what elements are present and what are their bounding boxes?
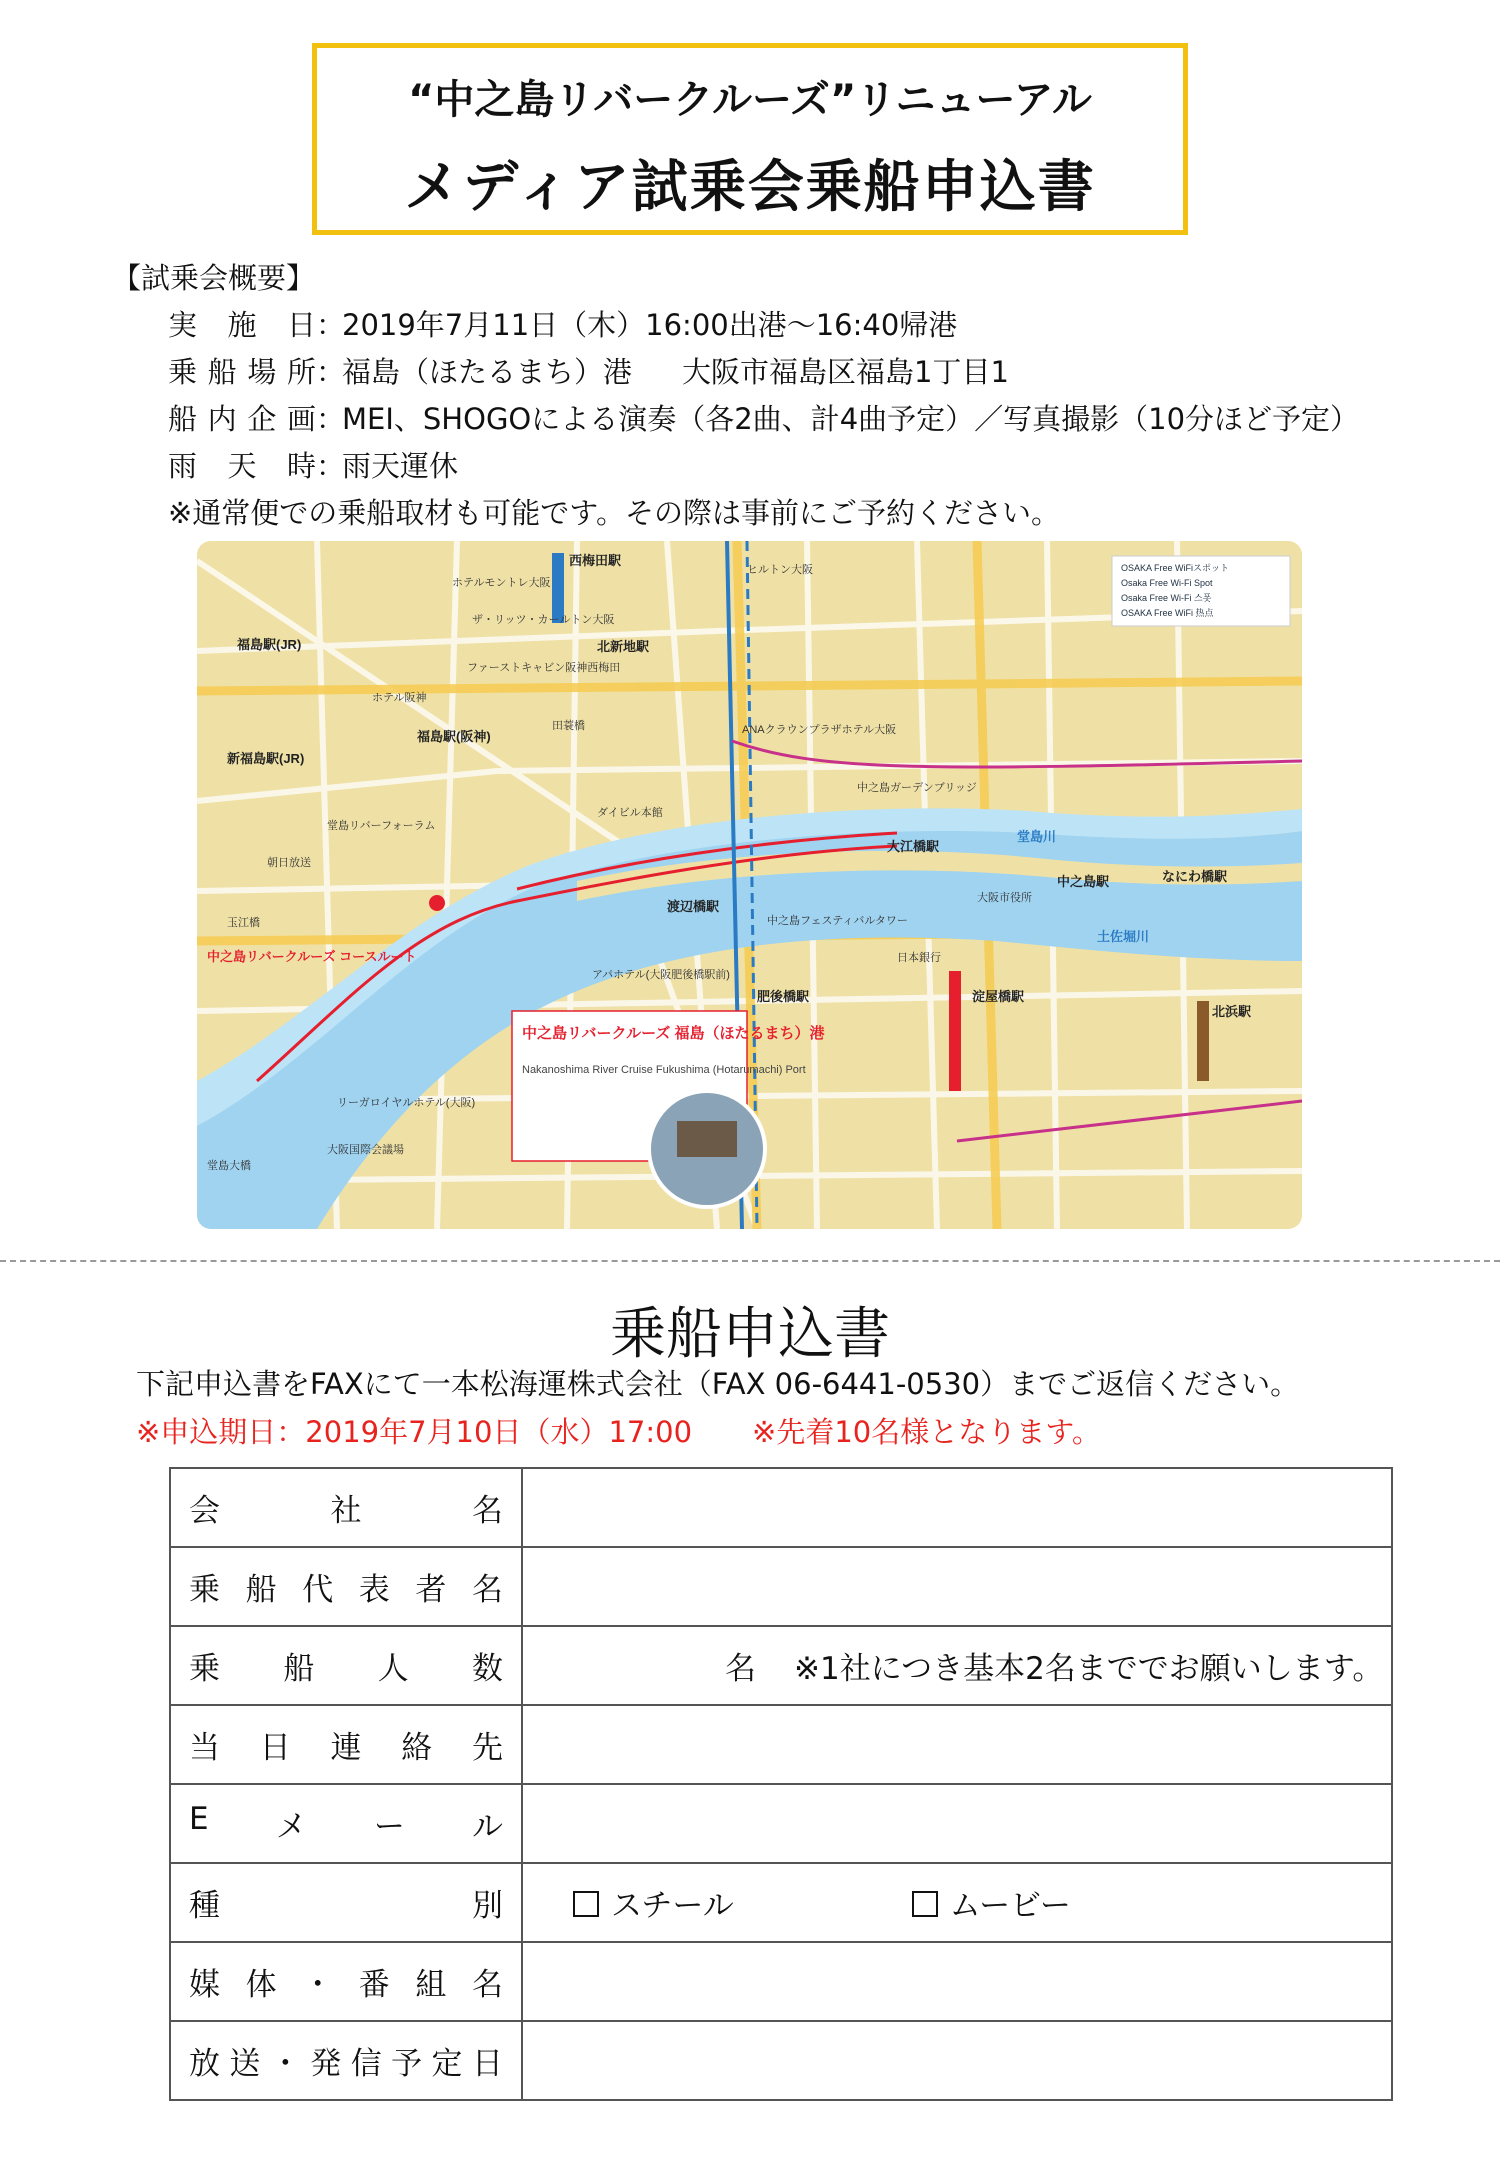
- label-char: 船: [245, 1572, 277, 1608]
- label-char: 船: [168, 402, 198, 436]
- rep-field[interactable]: [522, 1547, 1392, 1626]
- movie-label: ムービー: [949, 1888, 1071, 1924]
- count-note: ※1社につき基本2名まででお願いします。: [794, 1651, 1384, 1687]
- type-label: [170, 1863, 522, 1942]
- still-checkbox[interactable]: [573, 1888, 734, 1924]
- label-char: 代: [302, 1572, 334, 1608]
- label-char: 乗: [189, 1572, 220, 1608]
- label-char: 乗: [168, 355, 198, 389]
- label-char: 送: [229, 2046, 261, 2082]
- label-char: 日: [471, 2046, 503, 2082]
- email-label-text: [189, 1801, 503, 1846]
- station-nakanoshima: 中之島駅: [1057, 874, 1110, 889]
- deadline: ※申込期日：2019年7月10日（水）17:00: [136, 1415, 693, 1449]
- movie-checkbox[interactable]: [912, 1888, 1071, 1924]
- broadcast-field[interactable]: [522, 2021, 1392, 2100]
- place-ana: ANAクラウンプラザホテル大阪: [742, 724, 897, 736]
- place-festival: 中之島フェスティバルタワー: [767, 915, 908, 927]
- port-callout: 中之島リバークルーズ 福島（ほたるまち）港: [522, 1025, 825, 1042]
- place-daibiru: ダイビル本館: [597, 807, 663, 819]
- label-char: 予: [391, 2046, 423, 2082]
- label-char: 先: [472, 1730, 503, 1766]
- rain-value: 雨天運休: [342, 449, 459, 483]
- station-kitashinchi: 北新地駅: [597, 639, 650, 654]
- label-char: 雨: [168, 449, 198, 483]
- rain-label: [168, 443, 316, 490]
- media-label-text: [189, 1959, 503, 2004]
- place-monterey: ホテルモントレ大阪: [452, 577, 551, 589]
- movie-checkbox-box[interactable]: [912, 1891, 938, 1917]
- row-type: [170, 1863, 1392, 1942]
- label-char: ・: [302, 1967, 334, 2003]
- wifi-legend-1: OSAKA Free WiFiスポット: [1121, 563, 1230, 573]
- type-label-text: [189, 1880, 503, 1925]
- row-contact: [170, 1705, 1392, 1784]
- rep-label-text: [189, 1564, 503, 1609]
- station-shinfukushima: 新福島駅(JR): [227, 751, 305, 766]
- river-dojima: 堂島川: [1017, 829, 1057, 844]
- rep-label: [170, 1547, 522, 1626]
- application-form: [169, 1467, 1393, 2101]
- count-label-text: [189, 1643, 503, 1688]
- label-char: 場: [247, 355, 277, 389]
- title-subtitle: “中之島リバークルーズ”リニューアル: [408, 77, 1092, 123]
- label-char: 日: [286, 308, 316, 342]
- row-media: [170, 1942, 1392, 2021]
- label-char: 名: [472, 1493, 503, 1529]
- row-rep: [170, 1547, 1392, 1626]
- count-label: [170, 1626, 522, 1705]
- station-yodoyabashi: 淀屋橋駅: [972, 989, 1025, 1004]
- label-char: 施: [227, 308, 257, 342]
- row-count: [170, 1626, 1392, 1705]
- email-field[interactable]: [522, 1784, 1392, 1863]
- label-char: 体: [245, 1967, 277, 2003]
- contact-label-text: [189, 1722, 503, 1767]
- company-label-text: [189, 1485, 503, 1530]
- wifi-legend-2: Osaka Free Wi-Fi Spot: [1121, 578, 1213, 588]
- place-hanshin-hotel: ホテル阪神: [372, 692, 427, 704]
- broadcast-label-text: [189, 2038, 503, 2083]
- label-char: 実: [168, 308, 198, 342]
- still-checkbox-box[interactable]: [573, 1891, 599, 1917]
- program-label: [168, 396, 316, 443]
- place-value: 福島（ほたるまち）港: [342, 355, 633, 389]
- row-company: [170, 1468, 1392, 1547]
- program-value: MEI、SHOGOによる演奏（各2曲、計4曲予定）／写真撮影（10分ほど予定）: [342, 402, 1360, 436]
- label-char: 当: [189, 1730, 220, 1766]
- route-label: 中之島リバークルーズ コースルート: [207, 949, 417, 964]
- label-char: 組: [415, 1967, 447, 2003]
- place-asahi: 朝日放送: [267, 857, 311, 869]
- place-icc: 大阪国際会議場: [327, 1144, 404, 1156]
- first-come-notice: ※先着10名様となります。: [752, 1415, 1101, 1449]
- row-email: [170, 1784, 1392, 1863]
- label-char: 者: [415, 1572, 447, 1608]
- label-char: 会: [189, 1493, 220, 1529]
- label-char: 別: [472, 1888, 503, 1924]
- label-char: 日: [259, 1730, 291, 1766]
- place-tamae: 玉江橋: [227, 917, 260, 929]
- label-char: 定: [431, 2046, 463, 2082]
- station-fukushima-hanshin: 福島駅(阪神): [417, 729, 491, 744]
- form-title: 乗船申込書: [610, 1302, 890, 1367]
- label-char: 企: [247, 402, 277, 436]
- label-char: 人: [377, 1651, 409, 1687]
- label-char: 名: [471, 1967, 503, 2003]
- label-char: 乗: [189, 1651, 220, 1687]
- form-instruction: 下記申込書をFAXにて一本松海運株式会社（FAX 06-6441-0530）までご返信ください。: [136, 1367, 1300, 1401]
- label-char: 番: [358, 1967, 390, 2003]
- station-watanabebashi: 渡辺橋駅: [667, 899, 720, 914]
- place-dojima-ohashi: 堂島大橋: [207, 1160, 251, 1172]
- label-char: 船: [207, 355, 237, 389]
- email-label: [170, 1784, 522, 1863]
- label-char: 信: [350, 2046, 382, 2082]
- contact-field[interactable]: [522, 1705, 1392, 1784]
- cut-line: [0, 1260, 1500, 1262]
- wifi-legend-3: Osaka Free Wi-Fi 스폿: [1121, 593, 1212, 603]
- date-value: 2019年7月11日（木）16:00出港～16:40帰港: [342, 308, 958, 342]
- label-char: 所: [286, 355, 316, 389]
- label-char: 名: [471, 1572, 503, 1608]
- station-oebashi: 大江橋駅: [887, 839, 940, 854]
- place-dojima-forum: 堂島リバーフォーラム: [327, 820, 436, 832]
- route-map-svg: [197, 541, 1302, 1229]
- label-char: 時: [286, 449, 316, 483]
- label-char: ル: [471, 1809, 503, 1845]
- label-char: 船: [283, 1651, 315, 1687]
- port-marker: [429, 895, 445, 911]
- place-cityhall: 大阪市役所: [977, 892, 1032, 904]
- station-kitahama: 北浜駅: [1212, 1004, 1252, 1019]
- place-boj: 日本銀行: [897, 952, 941, 964]
- label-char: 天: [227, 449, 257, 483]
- deadline-notice: [136, 1410, 1101, 1451]
- label-char: メ: [275, 1809, 307, 1845]
- title-box: [312, 43, 1188, 235]
- place-taminobashi: 田蓑橋: [552, 720, 585, 732]
- overview-heading: 【試乗会概要】: [112, 261, 316, 295]
- place-address: 大阪市福島区福島1丁目1: [682, 355, 1009, 389]
- company-label: [170, 1468, 522, 1547]
- label-char: 放: [189, 2046, 220, 2082]
- label-char: 数: [471, 1651, 503, 1687]
- place-hilton: ヒルトン大阪: [747, 564, 813, 576]
- company-field[interactable]: [522, 1468, 1392, 1547]
- wifi-legend-4: OSAKA Free WiFi 热点: [1121, 608, 1214, 618]
- port-callout-en: Nakanoshima River Cruise Fukushima (Hotarumachi) Port: [522, 1064, 806, 1076]
- page-title: メディア試乗会乗船申込書: [404, 155, 1096, 220]
- label-char: 媒: [189, 1967, 220, 2003]
- count-field[interactable]: [522, 1626, 1392, 1705]
- broadcast-label: [170, 2021, 522, 2100]
- media-field[interactable]: [522, 1942, 1392, 2021]
- contact-label: [170, 1705, 522, 1784]
- count-unit: 名: [725, 1651, 756, 1687]
- label-char: ー: [373, 1809, 405, 1845]
- label-char: 社: [330, 1493, 362, 1529]
- overview-note: ※通常便での乗船取材も可能です。その際は事前にご予約ください。: [168, 496, 1060, 530]
- row-broadcast: [170, 2021, 1392, 2100]
- overview-section: 【試乗会概要】 実 施 日 ： 2019年7月11日（木）16:00出港～16:40帰港 乗 船 場 所 ： 福島（ほたるまち）港 大阪市福島区福島1丁目1 船 内 企 画 ： MEI、SHOGOによる演奏（各2曲、計4曲予定）／写真撮影（10分ほど予定） 雨 天 時 ： 雨天運休 ※通常便での乗船取材も可能です。その際は事前にご予約ください。: [112, 255, 1359, 537]
- date-label: [168, 302, 316, 349]
- still-label: スチール: [611, 1888, 734, 1924]
- place-apa: アパホテル(大阪肥後橋駅前): [592, 969, 730, 981]
- label-char: ・: [269, 2046, 301, 2082]
- type-field: [522, 1863, 1392, 1942]
- station-nishiumeda: 西梅田駅: [569, 553, 622, 568]
- station-naniwabashi: なにわ橋駅: [1162, 869, 1228, 884]
- label-char: 種: [189, 1888, 220, 1924]
- label-char: 画: [286, 402, 316, 436]
- river-tosabori: 土佐堀川: [1097, 929, 1150, 944]
- place-label: [168, 349, 316, 396]
- place-ritz: ザ・リッツ・カールトン大阪: [472, 614, 615, 626]
- place-rihga: リーガロイヤルホテル(大阪): [337, 1097, 476, 1109]
- station-higobashi: 肥後橋駅: [757, 989, 810, 1004]
- station-fukushima-jr: 福島駅(JR): [237, 637, 302, 652]
- place-garden-bridge: 中之島ガーデンブリッジ: [857, 782, 977, 794]
- label-char: 表: [358, 1572, 390, 1608]
- place-firstcabin: ファーストキャビン阪神西梅田: [467, 662, 621, 674]
- label-char: 発: [310, 2046, 342, 2082]
- label-char: 絡: [401, 1730, 433, 1766]
- label-char: E: [189, 1801, 209, 1837]
- label-char: 連: [330, 1730, 362, 1766]
- route-map: [197, 541, 1302, 1229]
- media-label: [170, 1942, 522, 2021]
- label-char: 内: [207, 402, 237, 436]
